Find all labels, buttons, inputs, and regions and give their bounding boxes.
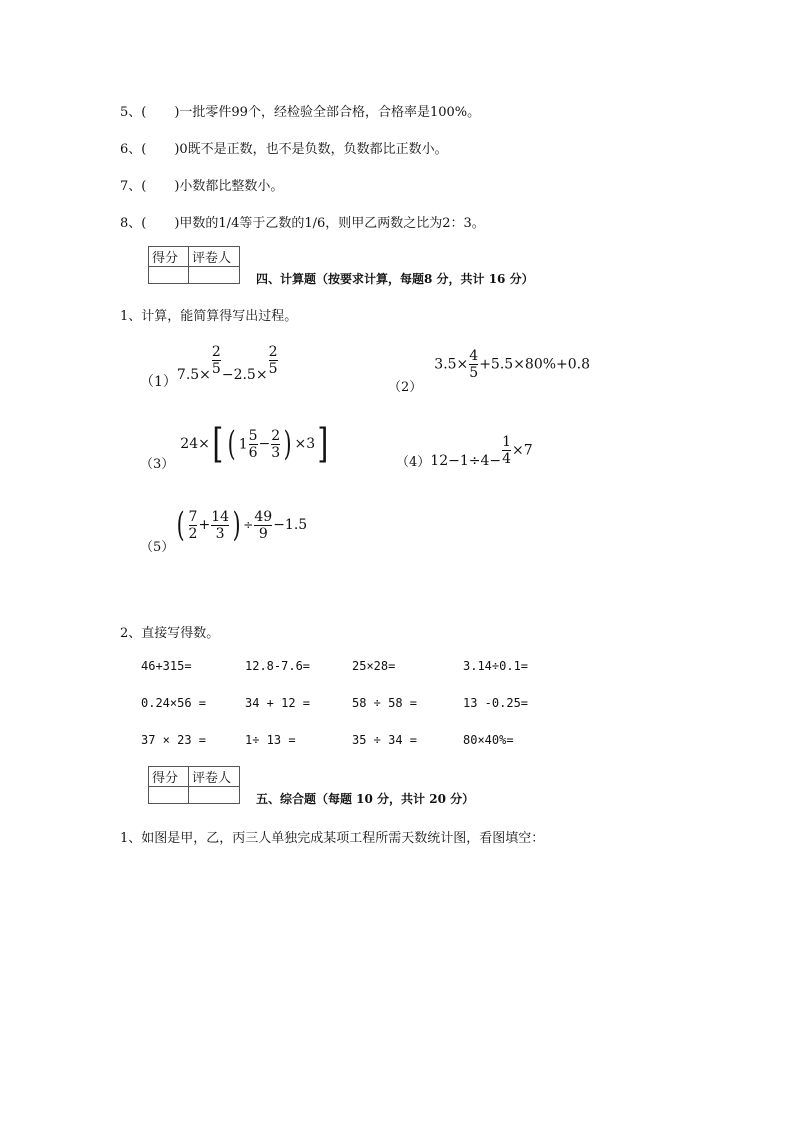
score-table-section4	[148, 246, 240, 284]
score-header: 得分	[149, 247, 189, 267]
fraction: $\frac{2}{3}$	[271, 427, 281, 461]
fraction: $\frac{1}{4}$	[502, 434, 512, 467]
mixed-number: 1 $\frac{5}{6}$	[238, 427, 258, 461]
q4-1-title: 1、计算，能简算得写出过程。	[120, 309, 298, 324]
calc-problem-4: （4）12−1÷4− $\frac{1}{4}$ ×7	[396, 434, 533, 470]
paren-open: (	[176, 505, 185, 545]
problem-label: （3）	[140, 457, 175, 472]
score-table-section5	[148, 766, 240, 804]
reviewer-header: 评卷人	[189, 767, 240, 787]
fraction: $\frac{14}{3}$	[211, 508, 230, 542]
problem-label: （5）	[140, 540, 175, 555]
expr-text: 7.5×	[176, 366, 211, 383]
calc-problem-3: （3）24×[ ( 1 $\frac{5}{6}$ − $\frac{2}{3}$ ) ×3]	[140, 421, 329, 472]
direct-item: 80×40%=	[463, 733, 514, 747]
judgement-7: 7、( )小数都比整数小。	[120, 179, 284, 194]
direct-item: 1÷ 13 =	[245, 733, 296, 747]
direct-item: 58 ÷ 58 =	[352, 696, 418, 710]
expr-text: 12−1÷4−	[430, 452, 502, 469]
paren-close: )	[283, 424, 292, 464]
expr-text: 3.5×	[434, 356, 469, 373]
calc-problem-5: （5）( $\frac{7}{2}$ + $\frac{14}{3}$ ) ÷ $\frac{49}{9}$ −1.5	[140, 505, 308, 555]
fraction: $\frac{7}{2}$	[188, 508, 198, 542]
direct-item: 3.14÷0.1=	[463, 659, 529, 673]
direct-item: 37 × 23 =	[141, 733, 207, 747]
judgement-5: 5、( )一批零件99个，经检验全部合格，合格率是100%。	[120, 105, 481, 120]
fraction: $\frac{4}{5}$	[469, 348, 479, 381]
section4-title: 四、计算题（按要求计算，每题8 分，共计 16 分）	[256, 272, 534, 286]
expr-text: 24×	[180, 436, 210, 452]
fraction: $\frac{2}{5}$	[211, 344, 221, 377]
judgement-8: 8、( )甲数的1/4等于乙数的1/6，则甲乙两数之比为2：3。	[120, 216, 485, 231]
fraction: $\frac{2}{5}$	[268, 344, 278, 377]
reviewer-header: 评卷人	[189, 247, 240, 267]
calc-problem-1	[140, 344, 279, 390]
score-header: 得分	[149, 767, 189, 787]
reviewer-cell[interactable]	[189, 267, 240, 284]
judgement-6: 6、( )0既不是正数，也不是负数，负数都比正数小。	[120, 142, 448, 157]
expr-text: +5.5×80%+0.8	[479, 356, 591, 373]
fraction: $\frac{49}{9}$	[254, 508, 273, 542]
direct-item: 34 + 12 =	[245, 696, 311, 710]
q4-2-title: 2、直接写得数。	[120, 626, 220, 641]
section5-title: 五、综合题（每题 10 分，共计 20 分）	[256, 792, 475, 806]
bracket-close: ]	[317, 421, 329, 467]
direct-item: 13 -0.25=	[463, 696, 529, 710]
score-cell[interactable]	[149, 787, 189, 804]
q5-1-title: 1、如图是甲，乙，丙三人单独完成某项工程所需天数统计图，看图填空：	[120, 831, 545, 846]
direct-item: 35 ÷ 34 =	[352, 733, 418, 747]
problem-label: （1）	[140, 374, 177, 390]
problem-label: （4）	[396, 455, 431, 470]
paren-close: )	[232, 505, 241, 545]
paren-open: (	[228, 424, 237, 464]
problem-label: （2）	[388, 379, 423, 395]
expr-text: −2.5×	[221, 366, 268, 383]
direct-item: 25×28=	[352, 659, 396, 673]
reviewer-cell[interactable]	[189, 787, 240, 804]
direct-item: 0.24×56 =	[141, 696, 207, 710]
direct-item: 12.8-7.6=	[245, 659, 311, 673]
direct-item: 46+315=	[141, 659, 192, 673]
calc-problem-2	[388, 348, 591, 395]
score-cell[interactable]	[149, 267, 189, 284]
bracket-open: [	[212, 421, 224, 467]
